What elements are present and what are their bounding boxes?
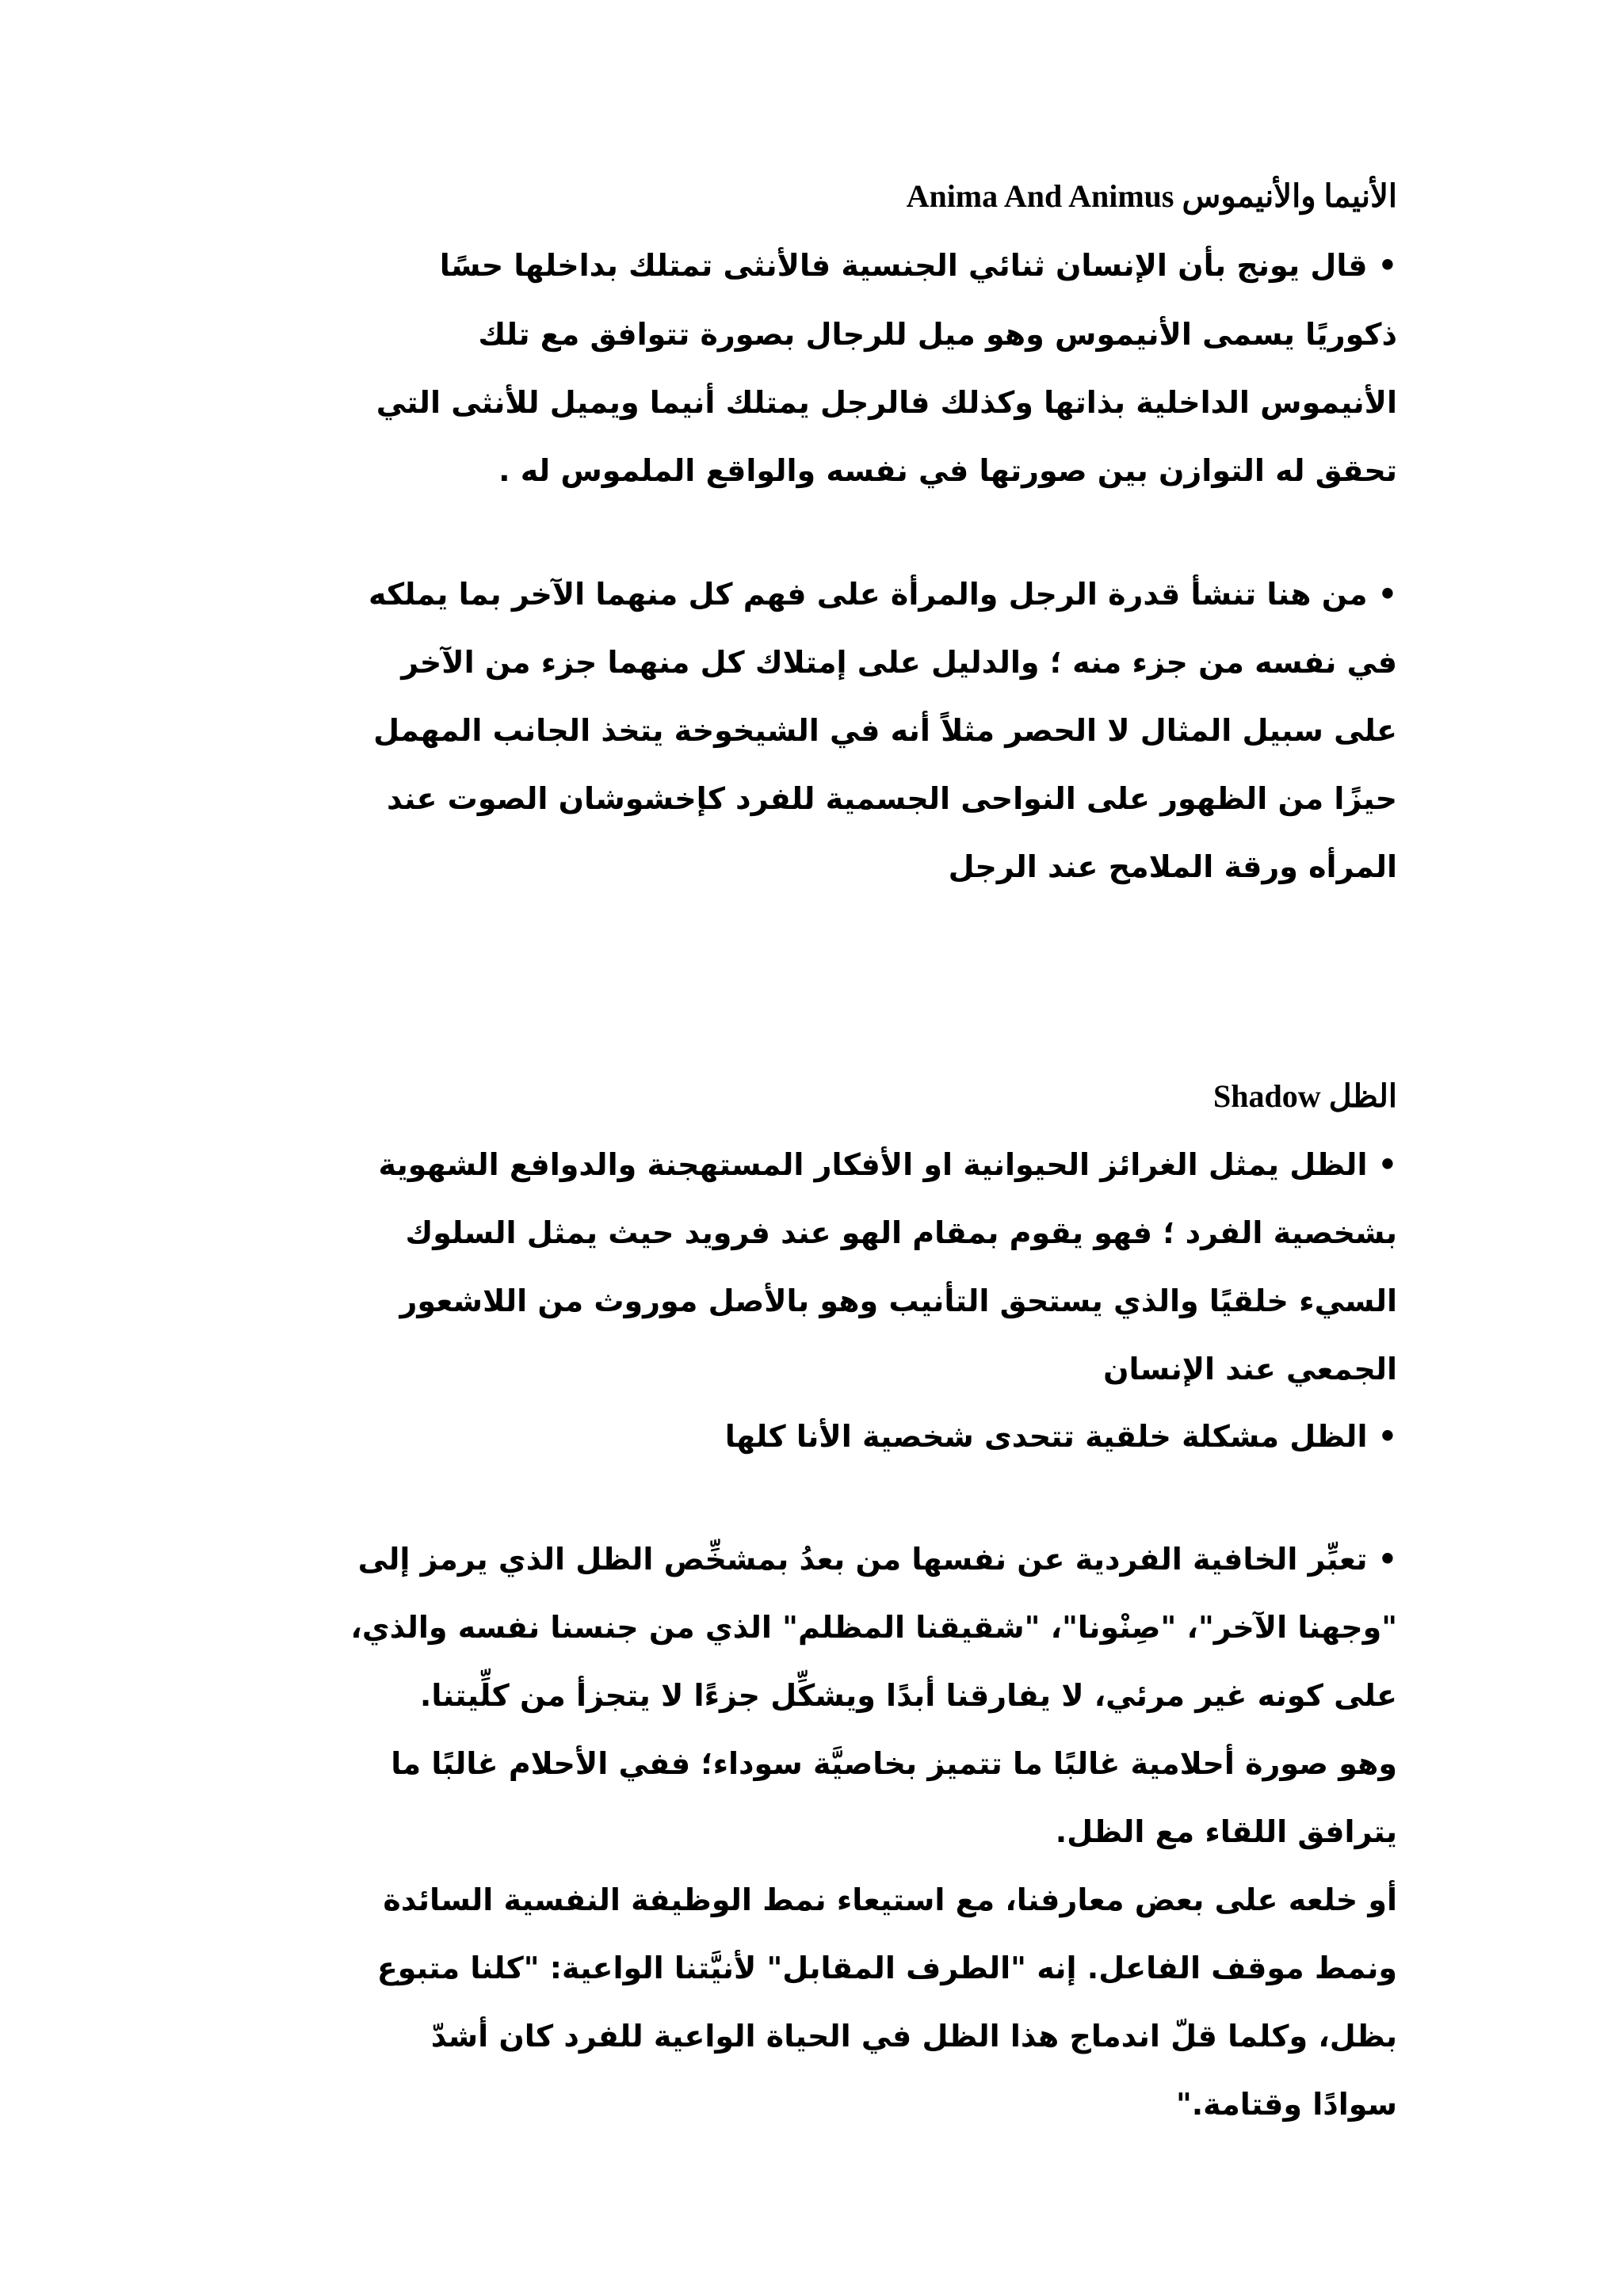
text-line: • تعبِّر الخافية الفردية عن نفسها من بعدُ بمشخِّص الظل الذي يرمز إلى (357, 1542, 1397, 1577)
text-line: يترافق اللقاء مع الظل. (1055, 1814, 1397, 1849)
text-line: أو خلعه على بعض معارفنا، مع استيعاء نمط الوظيفة النفسية السائدة (383, 1882, 1397, 1917)
text-line: المرأه ورقة الملامح عند الرجل (948, 849, 1397, 884)
text-line: الأنيموس الداخلية بذاتها وكذلك فالرجل يمتلك أنيما ويميل للأنثى التي (376, 385, 1397, 420)
text-line: على سبيل المثال لا الحصر مثلاً أنه في الشيخوخة يتخذ الجانب المهمل (373, 713, 1397, 748)
text-line: ذكوريًا يسمى الأنيموس وهو ميل للرجال بصورة تتوافق مع تلك (478, 317, 1397, 352)
text-line: وهو صورة أحلامية غالبًا ما تتميز بخاصيَّة سوداء؛ ففي الأحلام غالبًا ما (391, 1746, 1397, 1781)
text-line: بشخصية الفرد ؛ فهو يقوم بمقام الهو عند فرويد حيث يمثل السلوك (405, 1215, 1397, 1250)
text-line: الجمعي عند الإنسان (1103, 1352, 1397, 1386)
text-line: في نفسه من جزء منه ؛ والدليل على إمتلاك كل منهما جزء من الآخر (401, 645, 1397, 680)
text-line: السيء خلقيًا والذي يستحق التأنيب وهو بالأصل موروث من اللاشعور (399, 1283, 1397, 1318)
text-line: • الظل مشكلة خلقية تتحدى شخصية الأنا كلها (724, 1419, 1397, 1454)
text-line: ونمط موقف الفاعل. إنه "الطرف المقابل" لأنيَّتنا الواعية: "كلنا متبوع (376, 1951, 1397, 1985)
text-line: • من هنا تنشأ قدرة الرجل والمرأة على فهم كل منهما الآخر بما يملكه (368, 577, 1397, 612)
section-heading-anima: الأنيما والأنيموس Anima And Animus (906, 178, 1397, 214)
text-line: حيزًا من الظهور على النواحى الجسمية للفرد كإخشوشان الصوت عند (387, 781, 1397, 816)
text-line: تحقق له التوازن بين صورتها في نفسه والواقع الملموس له . (498, 453, 1397, 488)
text-line: • قال يونج بأن الإنسان ثنائي الجنسية فالأنثى تمتلك بداخلها حسًا (439, 248, 1397, 283)
text-line: • الظل يمثل الغرائز الحيوانية او الأفكار المستهجنة والدوافع الشهوية (378, 1147, 1397, 1182)
text-line: بظل، وكلما قلّ اندماج هذا الظل في الحياة الواعية للفرد كان أشدّ (430, 2019, 1397, 2054)
section-heading-shadow: الظل Shadow (1212, 1078, 1397, 1114)
text-line: سوادًا وقتامة." (1175, 2087, 1397, 2122)
text-line: على كونه غير مرئي، لا يفارقنا أبدًا ويشكِّل جزءًا لا يتجزأ من كلِّيتنا. (419, 1678, 1397, 1713)
text-line: "وجهنا الآخر"، "صِنْونا"، "شقيقنا المظلم" الذي من جنسنا نفسه والذي، (350, 1610, 1397, 1645)
